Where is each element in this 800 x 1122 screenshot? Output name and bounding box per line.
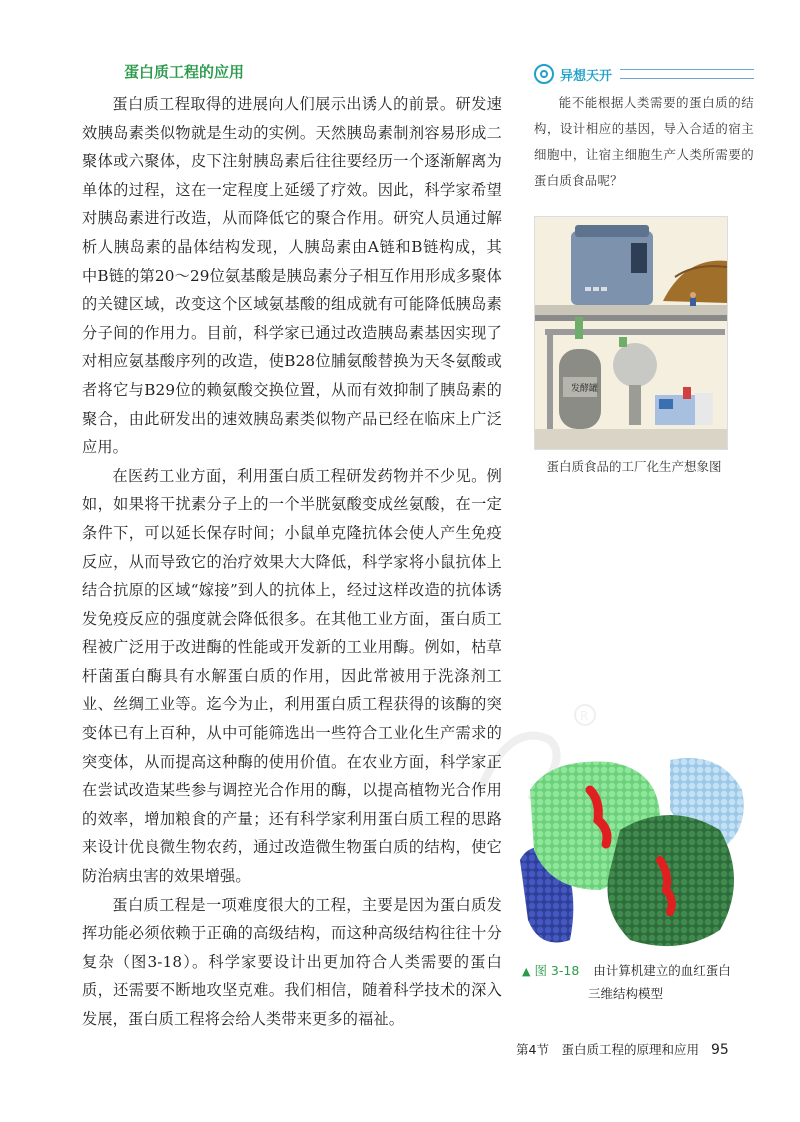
hemoglobin-3d-model: [520, 750, 750, 960]
sidebar-heading: 异想天开: [560, 68, 613, 84]
svg-text:R: R: [580, 709, 589, 723]
sidebar-box: [534, 62, 754, 194]
protein-caption: [522, 960, 762, 1005]
magnifier-swirl-icon: [534, 64, 554, 84]
page-number: 95: [710, 1042, 729, 1058]
sidebar-rule: [620, 69, 754, 79]
main-column: [82, 60, 502, 1034]
figure-caption-line2: 三维结构模型: [588, 986, 664, 1001]
factory-illustration: [534, 216, 728, 450]
sidebar-header: [534, 62, 754, 86]
paragraph-difficulty: 蛋白质工程是一项难度很大的工程，主要是因为蛋白质发挥功能必须依赖于正确的高级结构，而这种高级结构往往十分复杂（图3-18）。科学家要设计出更加符合人类需要的蛋白质，还需要不断地攻坚克难。我们相信，随着科学技术的深入发展，蛋白质工程将会给人类带来更多的福祉。: [82, 895, 502, 1028]
figure-caption-line1: 由计算机建立的血红蛋白: [593, 963, 731, 978]
page-footer: [516, 1040, 756, 1058]
paragraph-applications: 在医药工业方面，利用蛋白质工程研发药物并不少见。例如，如果将干扰素分子上的一个半胱氨酸变成丝氨酸，在一定条件下，可以延长保存时间；小鼠单克隆抗体会使人产生免疫反应，从而导致它的治疗效果大大降低，科学家将小鼠抗体上结合抗原的区域“嫁接”到人的抗体上，经过这样改造的抗体诱发免疫反应的强度就会降低很多。在其他工业方面，蛋白质工程被广泛用于改进酶的性能或开发新的工业用酶。例如，枯草杆菌蛋白酶具有水解蛋白质的作用，因此常被用于洗涤剂工业、丝绸工业等。迄今为止，利用蛋白质工程获得的该酶的突变体已有上百种，从中可能筛选出一些符合工业化生产需求的突变体，从而提高这种酶的使用价值。在农业方面，科学家正在尝试改造某些参与调控光合作用的酶，以提高植物光合作用的效率，增加粮食的产量；还有科学家利用蛋白质工程的思路来设计优良微生物农药，通过改造微生物蛋白质的结构，使它防治病虫害的效果增强。: [82, 466, 502, 886]
fermenter-label: 发酵罐: [571, 384, 599, 394]
paragraph-insulin: 蛋白质工程取得的进展向人们展示出诱人的前景。研发速效胰岛素类似物就是生动的实例。天然胰岛素制剂容易形成二聚体或六聚体，皮下注射胰岛素后往往要经历一个逐渐解离为单体的过程，这在一定程度上延缓了疗效。因此，科学家希望对胰岛素进行改造，从而降低它的聚合作用。研究人员通过解析人胰岛素的晶体结构发现，人胰岛素由A链和B链构成，其中B链的第20～29位氨基酸是胰岛素分子相互作用形成多聚体的关键区域，改变这个区域氨基酸的组成就有可能降低胰岛素分子间的作用力。目前，科学家已通过改造胰岛素基因实现了对相应氨基酸序列的改造，使B28位脯氨酸替换为天冬氨酸或者将它与B29位的赖氨酸交换位置，从而有效抑制了胰岛素的聚合，由此研发出的速效胰岛素类似物产品已经在临床上广泛应用。: [82, 95, 502, 457]
footer-section: 第4节 蛋白质工程的原理和应用: [516, 1042, 699, 1057]
factory-drawing: [535, 217, 727, 449]
figure-number: 图 3-18: [534, 963, 580, 978]
factory-caption: 蛋白质食品的工厂化生产想象图: [546, 459, 722, 474]
sidebar-text: 能不能根据人类需要的蛋白质的结构，设计相应的基因，导入合适的宿主细胞中，让宿主细胞生产人类所需要的蛋白质食品呢？: [534, 95, 754, 188]
section-title: 蛋白质工程的应用: [124, 63, 245, 81]
triangle-icon: ▲: [522, 965, 531, 978]
